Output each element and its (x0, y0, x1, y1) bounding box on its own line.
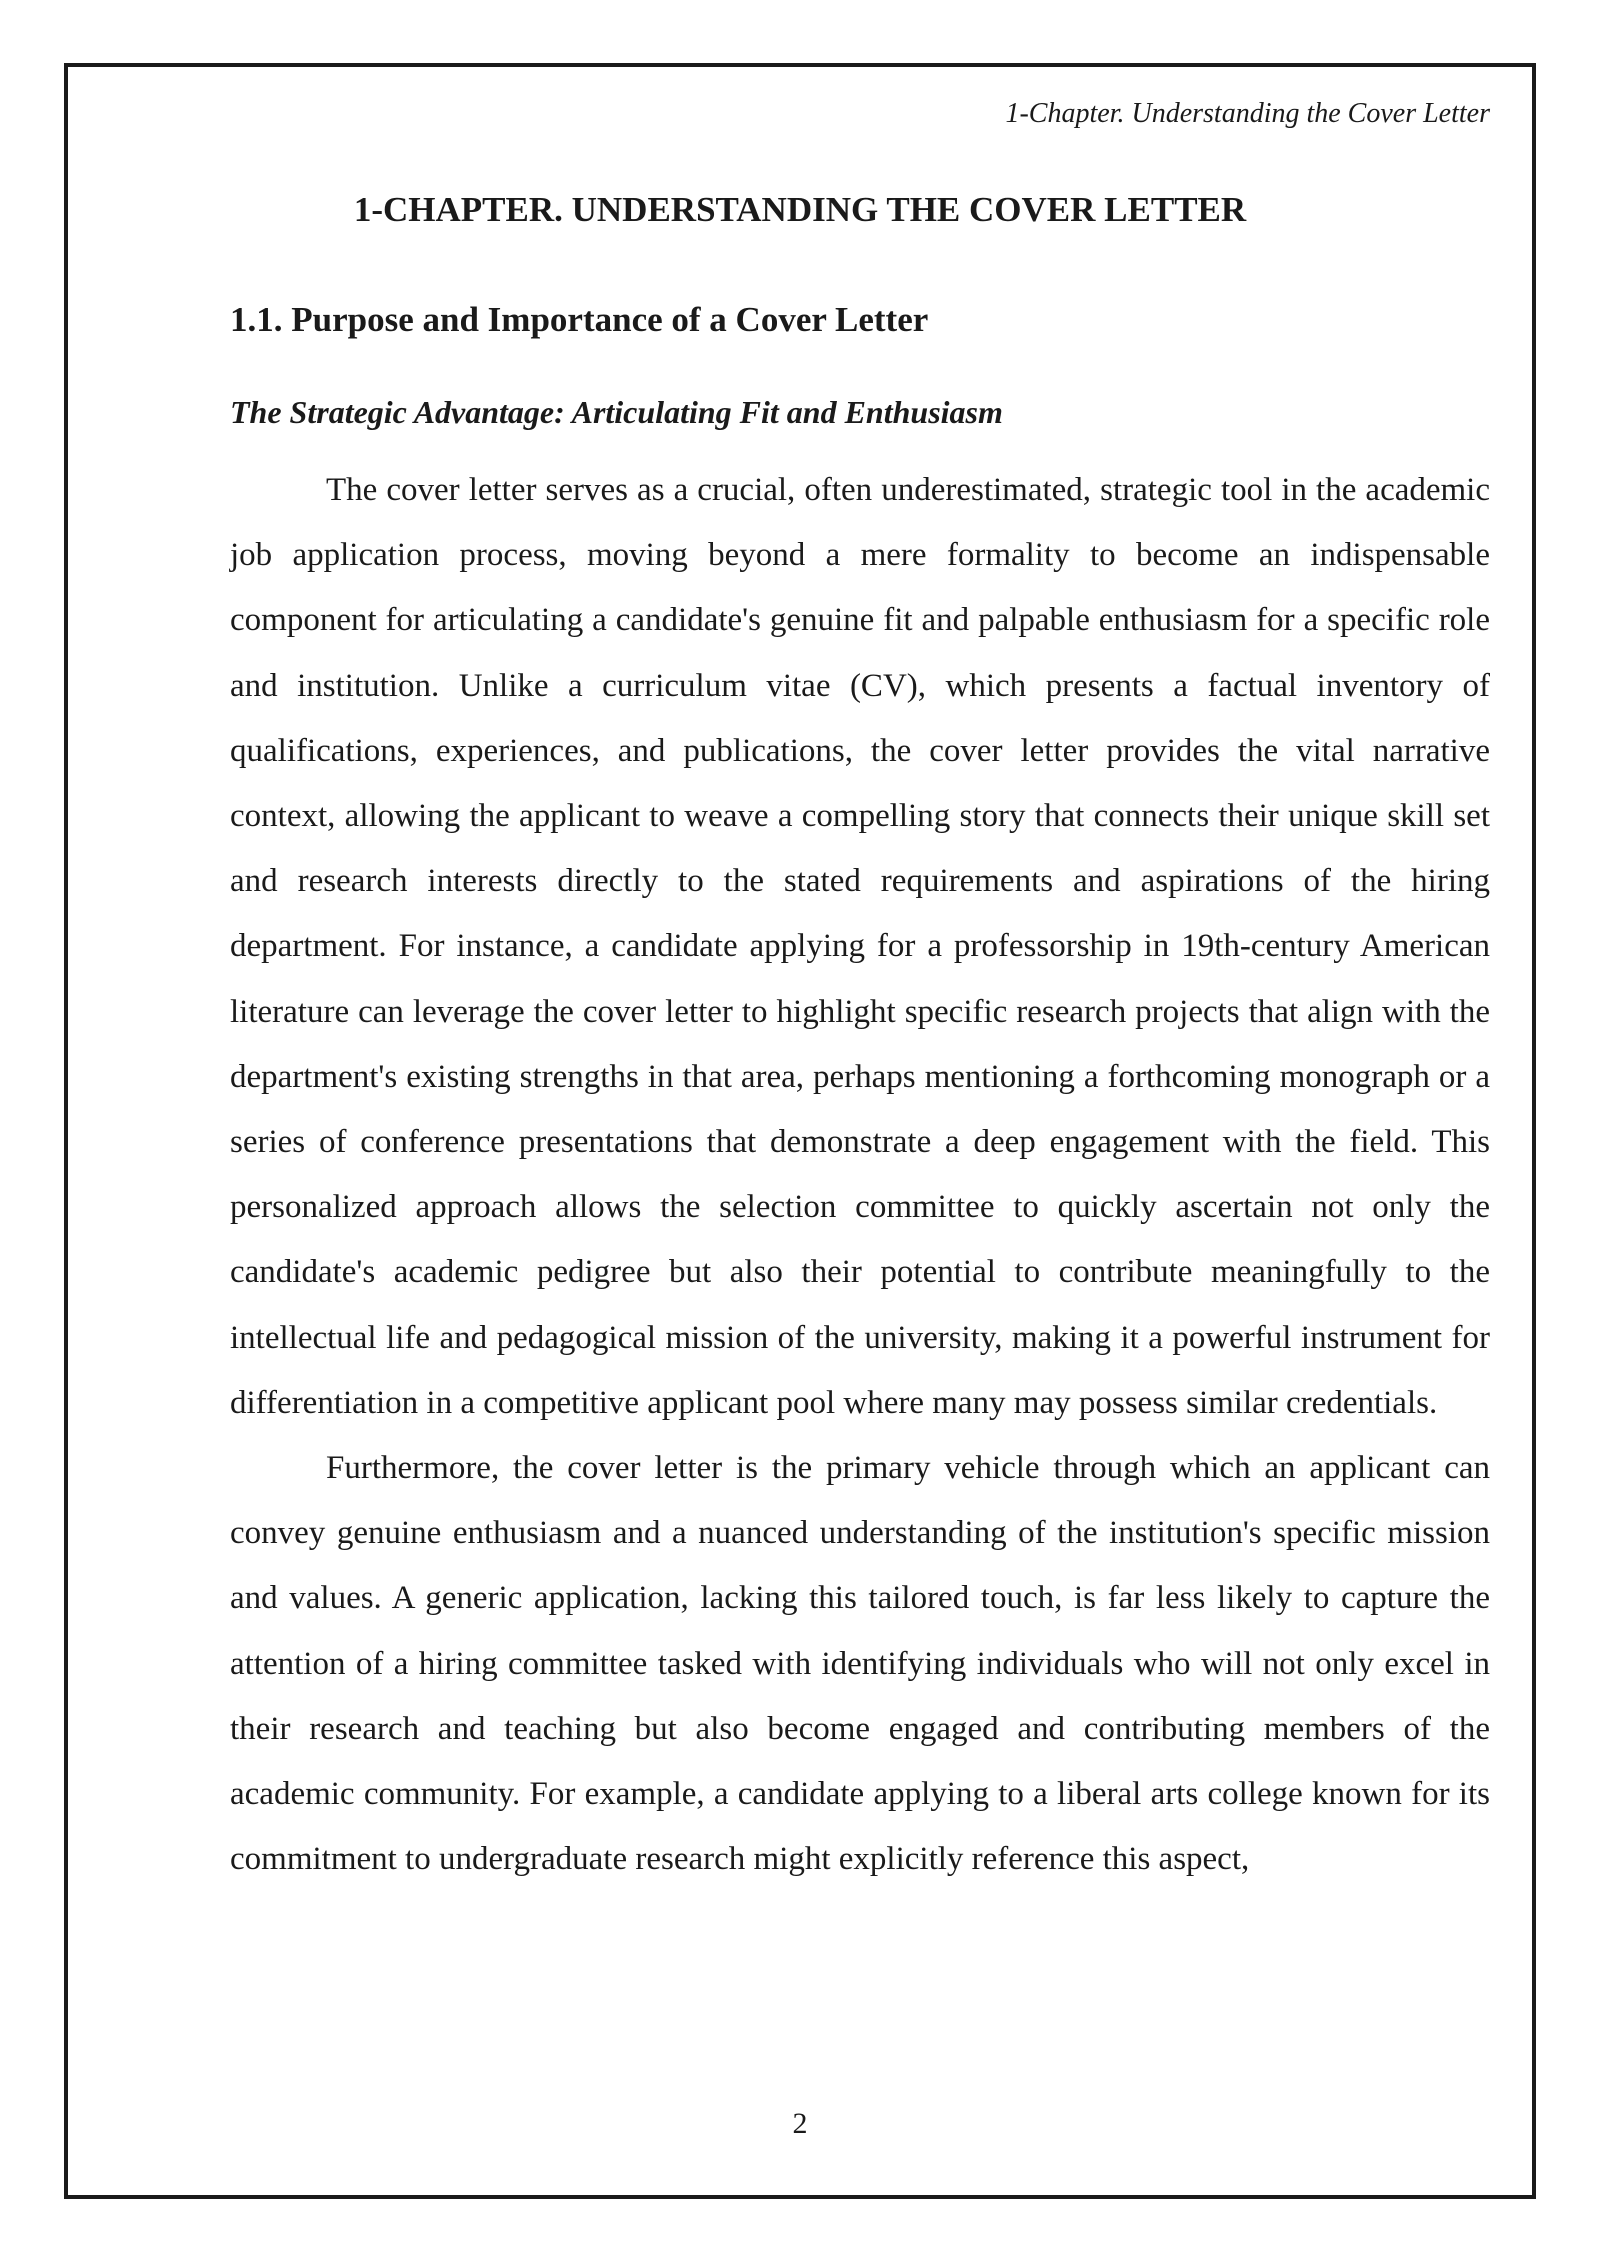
chapter-title: 1-CHAPTER. UNDERSTANDING THE COVER LETTER (353, 190, 1247, 229)
paragraph: Furthermore, the cover letter is the primary vehicle through which an applicant can convey genuine enthusiasm and a nuanced understanding of the institution's specific mission and values. A generic application, lacking this tailored touch, is far less likely to capture the attention of a hiring committee tasked with identifying individuals who will not only excel in their research and teaching but also become engaged and contributing members of the academic community. For example, a candidate applying to a liberal arts college known for its commitment to undergraduate research might explicitly reference this aspect, (230, 1450, 1490, 1878)
page-number: 2 (792, 2107, 808, 2140)
section-title: 1.1. Purpose and Importance of a Cover Letter (230, 300, 929, 339)
running-header: 1-Chapter. Understanding the Cover Letter (1005, 98, 1490, 129)
paragraph: The cover letter serves as a crucial, often underestimated, strategic tool in the academic job application process, moving beyond a mere formality to become an indispensable component for articulating a candidate's genuine fit and palpable enthusiasm for a specific role and institution. Unlike a curriculum vitae (CV), which presents a factual inventory of qualifications, experiences, and publications, the cover letter provides the vital narrative context, allowing the applicant to weave a compelling story that connects their unique skill set and research interests directly to the stated requirements and aspirations of the hiring department. For instance, a candidate applying for a professorship in 19th-century American literature can leverage the cover letter to highlight specific research projects that align with the department's existing strengths in that area, perhaps mentioning a forthcoming monograph or a series of conference presentations that demonstrate a deep engagement with the field. This personalized approach allows the selection committee to quickly ascertain not only the candidate's academic pedigree but also their potential to contribute meaningfully to the intellectual life and pedagogical mission of the university, making it a powerful instrument for differentiation in a competitive applicant pool where many may possess similar credentials. (230, 472, 1490, 1421)
subsection-title: The Strategic Advantage: Articulating Fit and Enthusiasm (230, 394, 1003, 430)
body-text (230, 458, 1490, 1892)
